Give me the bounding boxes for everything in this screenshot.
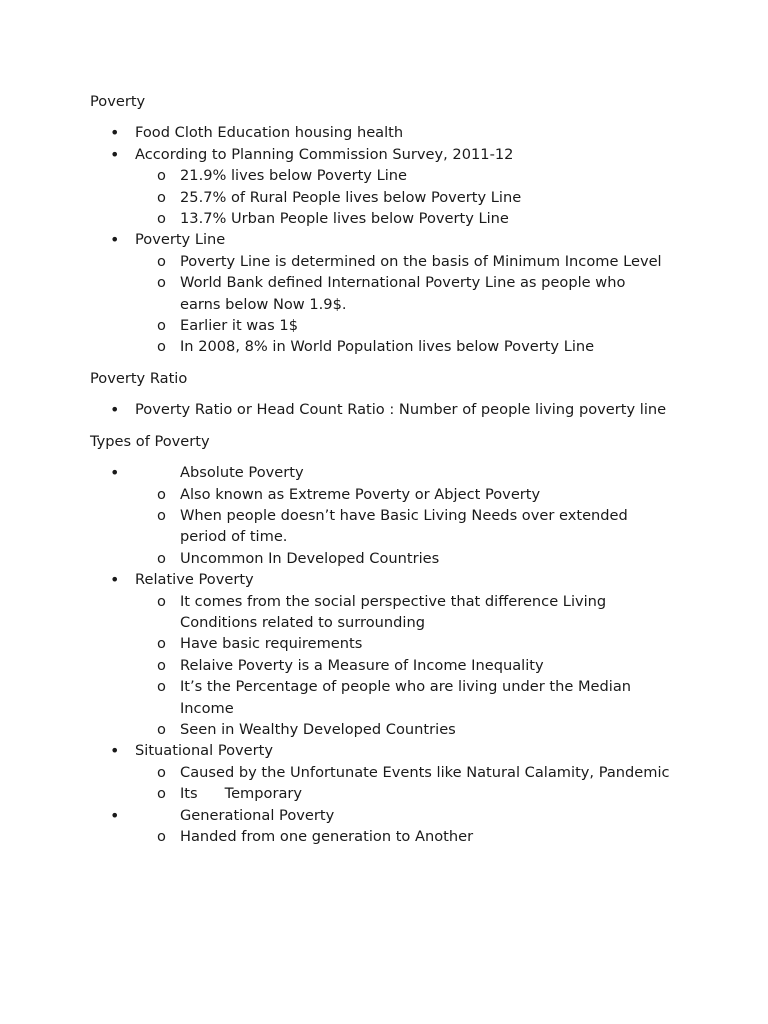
bullet-list [90,122,670,357]
sub-bullet-marker: o [157,549,166,567]
sub-bullet-marker: o [157,338,166,356]
document-page [90,91,670,857]
sub-list-item [157,505,670,548]
bullet-marker: • [110,741,120,761]
sub-item-text: 25.7% of Rural People lives below Poverty Line [180,188,522,206]
sub-item-text: It comes from the social perspective that difference Living Conditions related to surrounding [180,592,607,631]
sub-list-item [157,762,670,783]
sub-list-item [157,591,670,634]
sub-list-item [157,251,670,272]
list-item [90,805,670,848]
sub-bullet-marker: o [157,763,166,781]
sub-item-text-after-tab: Temporary [224,785,303,803]
sub-bullet-marker: o [157,785,166,803]
list-item-text: Absolute Poverty [180,464,304,482]
bullet-marker: • [110,570,120,590]
sub-list [135,484,670,570]
sub-item-text: Relaive Poverty is a Measure of Income Inequality [180,656,544,674]
sub-bullet-marker: o [157,252,166,270]
sub-list-item [157,655,670,676]
sub-list-item [157,783,670,804]
list-item [90,462,670,569]
section-heading-poverty-ratio: Poverty Ratio [90,369,188,387]
sub-list-item [157,484,670,505]
bullet-list [90,399,670,420]
list-item [90,229,670,357]
sub-item-text: Have basic requirements [180,635,363,653]
sub-bullet-marker: o [157,592,166,610]
list-item-text: Food Cloth Education housing health [135,124,404,142]
sub-item-text: Handed from one generation to Another [180,828,474,845]
sub-bullet-marker: o [157,485,166,503]
sub-item-text: Caused by the Unfortunate Events like Natural Calamity, Pandemic [180,763,670,781]
sub-list [135,762,670,805]
sub-list-item [157,676,670,719]
sub-item-text: It’s the Percentage of people who are living under the Median Income [180,678,632,717]
sub-list-item [157,208,670,229]
list-item-text: Generational Poverty [180,806,335,824]
sub-list-item [157,633,670,654]
sub-bullet-marker: o [157,274,166,292]
sub-bullet-marker: o [157,167,166,185]
section-heading-types-of-poverty: Types of Poverty [90,432,210,450]
sub-bullet-marker: o [157,188,166,206]
list-item [90,740,670,804]
section-heading-poverty: Poverty [90,93,146,110]
sub-item-text: 21.9% lives below Poverty Line [180,167,408,185]
sub-bullet-marker: o [157,720,166,738]
sub-list [135,826,670,847]
sub-bullet-marker: o [157,210,166,228]
bullet-list [90,462,670,847]
list-item-text: Poverty Ratio or Head Count Ratio : Number of people living poverty line [135,401,667,419]
sub-list-item [157,548,670,569]
list-item-text: Situational Poverty [135,742,274,760]
sub-item-text: Also known as Extreme Poverty or Abject Poverty [180,485,541,503]
sub-list-item [157,187,670,208]
sub-bullet-marker: o [157,656,166,674]
sub-bullet-marker: o [157,635,166,653]
sub-bullet-marker: o [157,678,166,696]
sub-list [135,251,670,358]
bullet-marker: • [110,463,120,483]
bullet-marker: • [110,123,120,143]
sub-list-item [157,336,670,357]
bullet-marker: • [110,805,120,825]
sub-item-text: When people doesn’t have Basic Living Needs over extended period of time. [180,506,628,546]
list-item-text: Poverty Line [135,231,226,249]
sub-list [135,591,670,741]
sub-item-text: In 2008, 8% in World Population lives below Poverty Line [180,338,595,356]
sub-list-item [157,826,670,847]
list-item-text: According to Planning Commission Survey, 2011-12 [135,145,514,163]
sub-list [135,165,670,229]
sub-item-text: 13.7% Urban People lives below Poverty Line [180,210,509,228]
sub-item-text: Uncommon In Developed Countries [180,549,440,567]
sub-item-text: Earlier it was 1$ [180,317,298,335]
list-item [90,144,670,230]
sub-item-text-before-tab: Its [180,785,198,803]
sub-bullet-marker: o [157,317,166,335]
list-item-text: Relative Poverty [135,571,254,589]
sub-item-text: World Bank defined International Poverty Line as people who earns below Now 1.9$. [180,274,626,313]
bullet-marker: • [110,400,120,420]
list-item [90,399,670,420]
sub-list-item [157,719,670,740]
sub-item-text: Seen in Wealthy Developed Countries [180,720,456,738]
list-item [90,569,670,740]
bullet-marker: • [110,230,120,250]
list-item [90,122,670,143]
sub-list-item [157,165,670,186]
sub-list-item [157,315,670,336]
sub-bullet-marker: o [157,828,166,845]
sub-bullet-marker: o [157,506,166,524]
bullet-marker: • [110,144,120,164]
sub-item-text: Poverty Line is determined on the basis of Minimum Income Level [180,252,662,270]
sub-list-item [157,272,670,315]
